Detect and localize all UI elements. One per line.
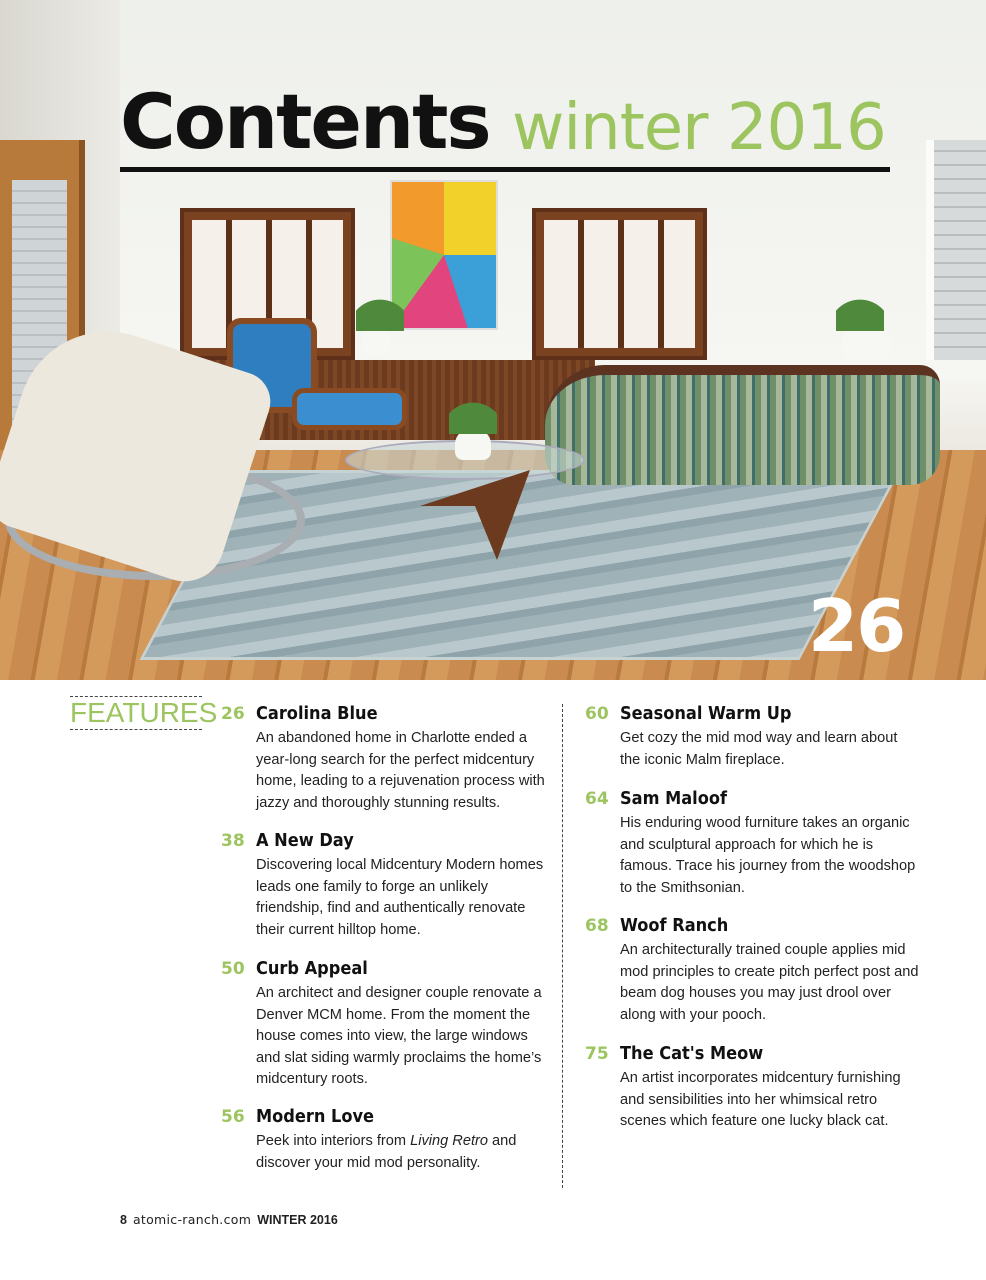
- toc-description: His enduring wood furniture takes an organic and sculptural approach for which he is famous. Trace his journey from the woodshop to the Smithsonian.: [620, 815, 916, 896]
- toc-title: Modern Love: [256, 1106, 374, 1127]
- toc-page-number: 38: [221, 831, 245, 851]
- toc-title: Curb Appeal: [256, 958, 368, 979]
- toc-entry[interactable]: [221, 957, 542, 1089]
- toc-description: An abandoned home in Charlotte ended a year-long search for the perfect midcentury home, leading to a rejuvenation process with jazzy and thoroughly stunning results.: [256, 730, 545, 811]
- photo-window: [926, 140, 986, 360]
- toc-title: Carolina Blue: [256, 703, 378, 724]
- page-footer: [120, 1212, 338, 1228]
- toc-title: The Cat's Meow: [620, 1043, 764, 1064]
- toc-page-number: 60: [585, 704, 609, 724]
- toc-description: Get cozy the mid mod way and learn about the iconic Malm fireplace.: [620, 730, 898, 768]
- photo-rocking-chair: [0, 340, 300, 600]
- column-divider: [562, 704, 563, 1188]
- photo-plant: [362, 325, 390, 355]
- toc-page-number: 56: [221, 1107, 245, 1127]
- toc-page-number: 68: [585, 916, 609, 936]
- publication-title: Living Retro: [410, 1133, 488, 1149]
- photo-sofa: [545, 365, 940, 485]
- toc-page-number: 64: [585, 789, 609, 809]
- toc-description: Peek into interiors from Living Retro and discover your mid mod personality.: [256, 1133, 517, 1171]
- footer-site: atomic-ranch.com: [132, 1212, 252, 1227]
- toc-entry[interactable]: [221, 1105, 521, 1175]
- toc-entry[interactable]: [585, 914, 919, 1024]
- footer-issue: WINTER 2016: [257, 1213, 338, 1227]
- photo-hutch-right: [532, 208, 707, 360]
- toc-page-number: 50: [221, 959, 245, 979]
- photo-painting: [390, 180, 498, 330]
- contents-title-block: [120, 77, 890, 172]
- toc-description: Discovering local Midcentury Modern homes leads one family to forge an unlikely friendship, find and authentically renovate their current hilltop home.: [256, 857, 544, 938]
- toc-page-number: 75: [585, 1044, 609, 1064]
- toc-title: Woof Ranch: [620, 915, 729, 936]
- hero-page-number: 26: [808, 584, 905, 668]
- toc-entry[interactable]: [585, 1042, 901, 1132]
- toc-description: An architect and designer couple renovate a Denver MCM home. From the moment the house comes into view, the large windows and slat siding warmly proclaims the home’s midcentury roots.: [256, 985, 542, 1087]
- issue-title: winter 2016: [512, 91, 886, 165]
- toc-entry[interactable]: [585, 702, 898, 772]
- photo-plant: [455, 428, 491, 460]
- page-title: Contents: [120, 77, 490, 166]
- photo-plant: [842, 325, 892, 359]
- toc-title: A New Day: [256, 830, 354, 851]
- toc-description: An artist incorporates midcentury furnishing and sensibilities into her whimsical retro scenes which feature one lucky black cat.: [620, 1070, 901, 1129]
- toc-entry[interactable]: [221, 702, 545, 812]
- toc-page-number: 26: [221, 704, 245, 724]
- toc-entry[interactable]: [585, 787, 916, 897]
- footer-page-number: 8: [120, 1213, 127, 1227]
- features-label: FEATURES: [70, 697, 218, 728]
- toc-title: Sam Maloof: [620, 788, 728, 809]
- toc-description: An architecturally trained couple applies mid mod principles to create pitch perfect post and beam dog houses you may just drool over along with your pooch.: [620, 942, 919, 1023]
- toc-title: Seasonal Warm Up: [620, 703, 792, 724]
- toc-entry[interactable]: [221, 829, 544, 939]
